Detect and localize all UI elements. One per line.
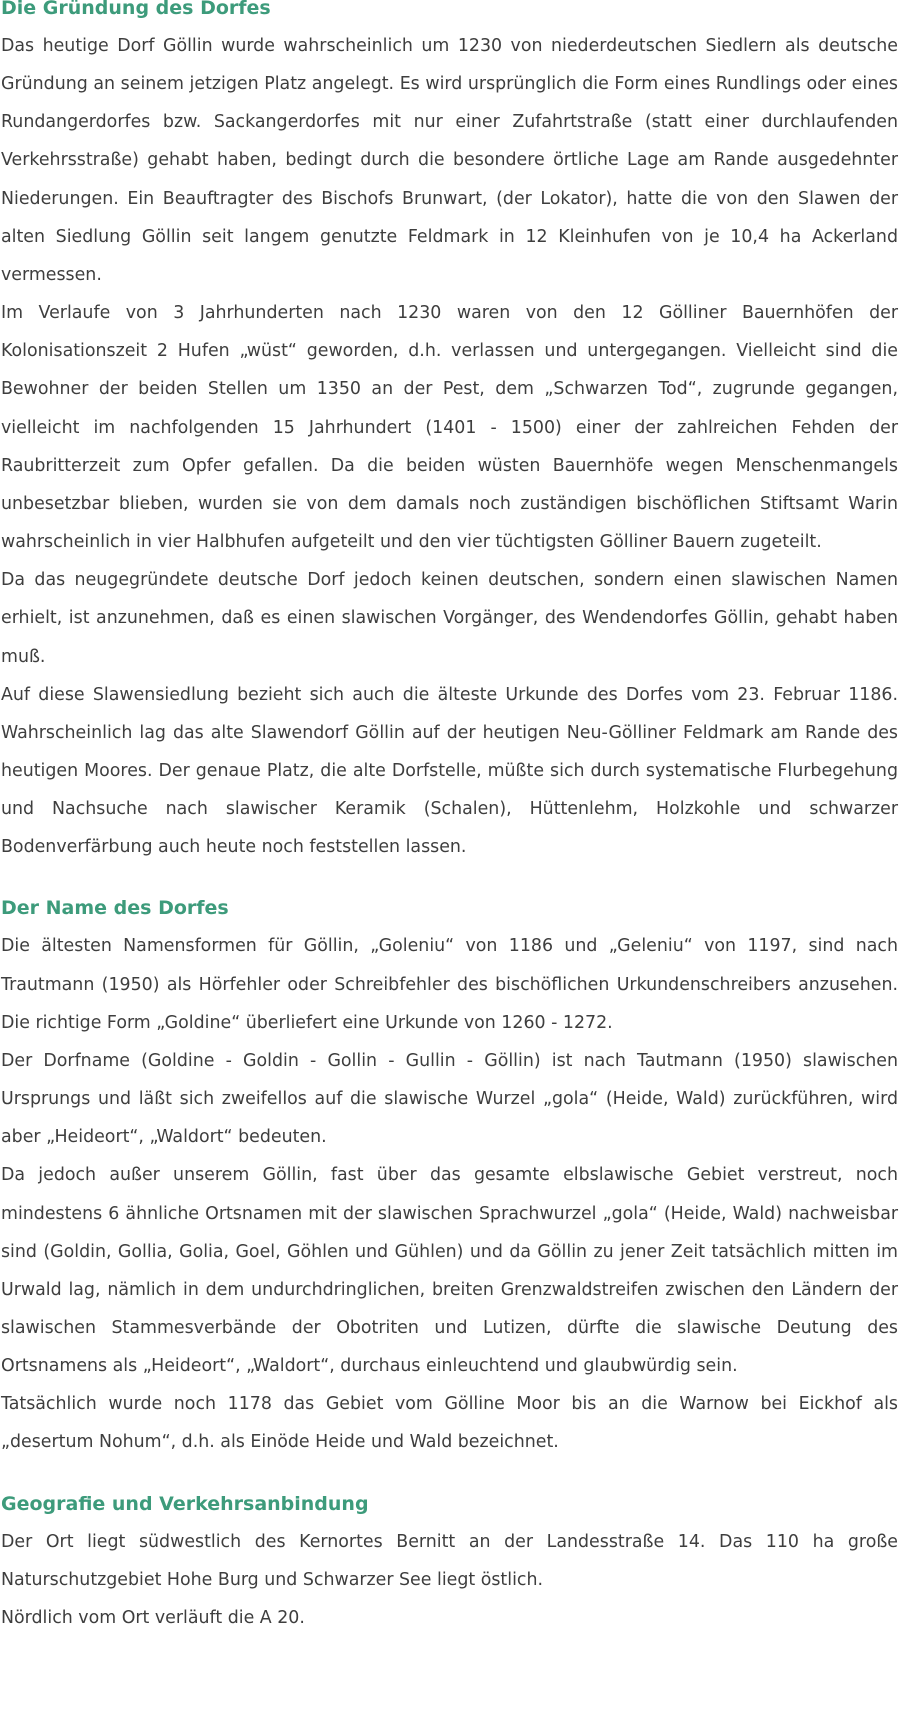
paragraph: Der Dorfname (Goldine - Goldin - Gollin - Gullin - Göllin) ist nach Tautmann (1950) slawischen Ursprungs und läßt sich zweifellos auf die slawische Wurzel „gola“ (Heide, Wald) zurückführen, wird aber „Heideort“, „Waldort“ bedeuten. xyxy=(1,1050,898,1148)
section-heading: Geografie und Verkehrsanbindung xyxy=(1,1492,369,1515)
paragraph: Da jedoch außer unserem Göllin, fast über das gesamte elbslawische Gebiet verstreut, noch mindestens 6 ähnliche Ortsnamen mit der slawischen Sprachwurzel „gola“ (Heide, Wald) nachweisbar sind (Goldin, Gollia, Golia, Goel, Göhlen und Gühlen) und da Göllin zu jener Zeit tatsächlich mitten im Urwald lag, nämlich in dem undurchdringlichen, breiten Grenzwaldstreifen zwischen den Ländern der slawischen Stammesverbände der Obotriten und Lutizen, dürfte die slawische Deutung des Ortsnamens als „Heideort“, „Waldort“, durchaus einleuchtend und glaubwürdig sein. xyxy=(1,1165,898,1377)
section-heading: Die Gründung des Dorfes xyxy=(1,0,271,19)
section-geografie xyxy=(1,1485,898,1637)
article xyxy=(1,0,898,1637)
paragraph: Der Ort liegt südwestlich des Kernortes Bernitt an der Landesstraße 14. Das 110 ha große Naturschutzgebiet Hohe Burg und Schwarzer See liegt östlich. xyxy=(1,1531,898,1590)
section-name xyxy=(1,889,898,1461)
paragraph: Nördlich vom Ort verläuft die A 20. xyxy=(1,1607,305,1628)
paragraph: Tatsächlich wurde noch 1178 das Gebiet vom Gölline Moor bis an die Warnow bei Eickhof als „desertum Nohum“, d.h. als Einöde Heide und Wald bezeichnet. xyxy=(1,1394,898,1453)
paragraph: Auf diese Slawensiedlung bezieht sich auch die älteste Urkunde des Dorfes vom 23. Februar 1186. Wahrscheinlich lag das alte Slawendorf Göllin auf der heutigen Neu-Gölliner Feldmark am Rande des heutigen Moores. Der genaue Platz, die alte Dorfstelle, müßte sich durch systematische Flurbegehung und Nachsuche nach slawischer Keramik (Schalen), Hüttenlehm, Holzkohle und schwarzer Bodenverfärbung auch heute noch feststellen lassen. xyxy=(1,684,898,858)
paragraph: Im Verlaufe von 3 Jahrhunderten nach 1230 waren von den 12 Gölliner Bauernhöfen der Kolonisationszeit 2 Hufen „wüst“ geworden, d.h. verlassen und untergegangen. Vielleicht sind die Bewohner der beiden Stellen um 1350 an der Pest, dem „Schwarzen Tod“, zugrunde gegangen, vielleicht im nachfolgenden 15 Jahrhundert (1401 - 1500) einer der zahlreichen Fehden der Raubritterzeit zum Opfer gefallen. Da die beiden wüsten Bauernhöfe wegen Menschenmangels unbesetzbar blieben, wurden sie von dem damals noch zuständigen bischöflichen Stiftsamt Warin wahrscheinlich in vier Halbhufen aufgeteilt und den vier tüchtigsten Gölliner Bauern zugeteilt. xyxy=(1,303,898,553)
section-heading: Der Name des Dorfes xyxy=(1,897,229,920)
paragraph: Da das neugegründete deutsche Dorf jedoch keinen deutschen, sondern einen slawischen Namen erhielt, ist anzunehmen, daß es einen slawischen Vorgänger, des Wendendorfes Göllin, gehabt haben muß. xyxy=(1,570,898,667)
paragraph: Das heutige Dorf Göllin wurde wahrscheinlich um 1230 von niederdeutschen Siedlern als deutsche Gründung an seinem jetzigen Platz angelegt. Es wird ursprünglich die Form eines Rundlings oder eines Rundangerdorfes bzw. Sackangerdorfes mit nur einer Zufahrtstraße (statt einer durchlaufenden Verkehrsstraße) gehabt haben, bedingt durch die besondere örtliche Lage am Rande ausgedehnter Niederungen. Ein Beauftragter des Bischofs Brunwart, (der Lokator), hatte die von den Slawen der alten Siedlung Göllin seit langem genutzte Feldmark in 12 Kleinhufen von je 10,4 ha Ackerland vermessen. xyxy=(1,36,898,285)
section-gruendung xyxy=(1,0,898,866)
paragraph: Die ältesten Namensformen für Göllin, „Goleniu“ von 1186 und „Geleniu“ von 1197, sind nach Trautmann (1950) als Hörfehler oder Schreibfehler des bischöflichen Urkundenschreibers anzusehen. Die richtige Form „Goldine“ überliefert eine Urkunde von 1260 - 1272. xyxy=(1,936,898,1033)
